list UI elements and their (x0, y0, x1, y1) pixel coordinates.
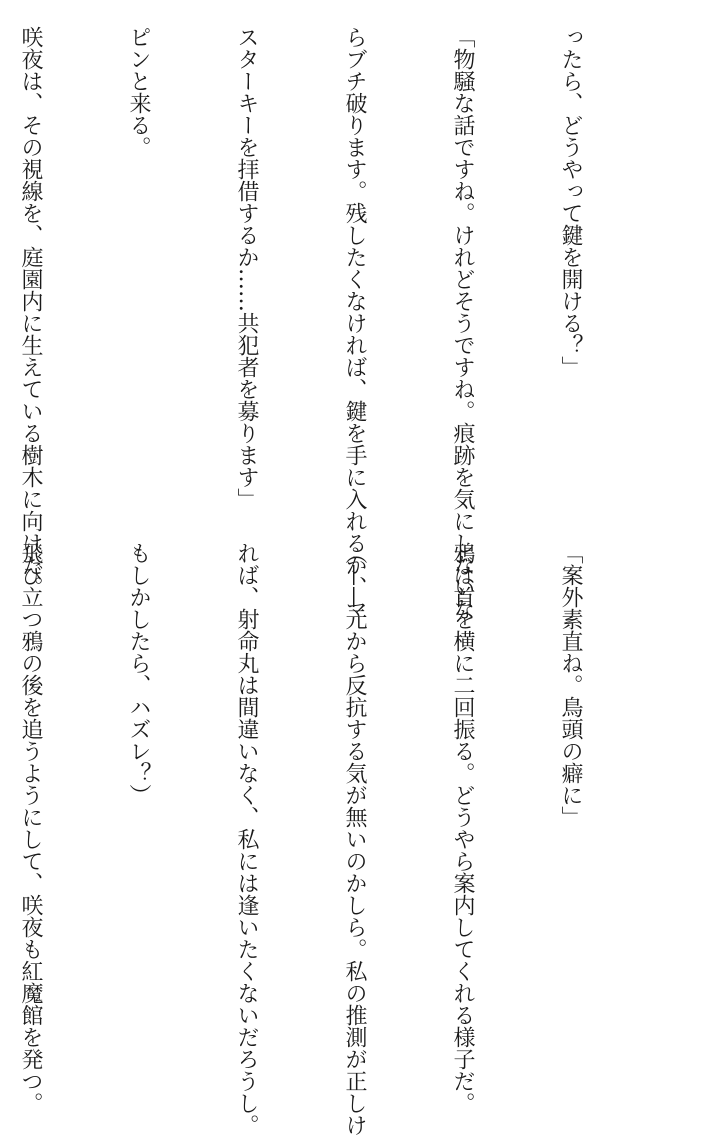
text-line: ったら、どうやって鍵を開ける？」 (558, 26, 583, 378)
text-line: 飛び立つ鴉の後を追うようにして、咲夜も紅魔館を発つ。 (18, 542, 43, 1114)
text-line: らブチ破ります。残したくなければ、鍵を手に入れるか、マ (342, 26, 367, 620)
text-line: 「物騒な話ですね。けれどそうですね。痕跡を気にしないな (450, 26, 475, 620)
text-line: もしかしたら、ハズレ？） (126, 542, 151, 806)
lower-text-block (18, 542, 660, 1136)
text-line: 鴉は首を横に二回振る。どうやら案内してくれる様子だ。 (450, 542, 475, 1114)
text-line: 「案外素直ね。鳥頭の癖に」 (558, 542, 583, 828)
text-line: （——元から反抗する気が無いのかしら。私の推測が正しけ (342, 542, 367, 1136)
upper-text-block (18, 26, 660, 620)
text-line: 咲夜は、その視線を、庭園内に生えている樹木に向けた。 (18, 26, 43, 598)
text-line: れば、射命丸は間違いなく、私には逢いたくないだろうし。 (234, 542, 259, 1136)
text-line: スターキーを拝借するか……共犯者を募ります」 (234, 26, 259, 510)
text-line: ピンと来る。 (126, 26, 151, 158)
